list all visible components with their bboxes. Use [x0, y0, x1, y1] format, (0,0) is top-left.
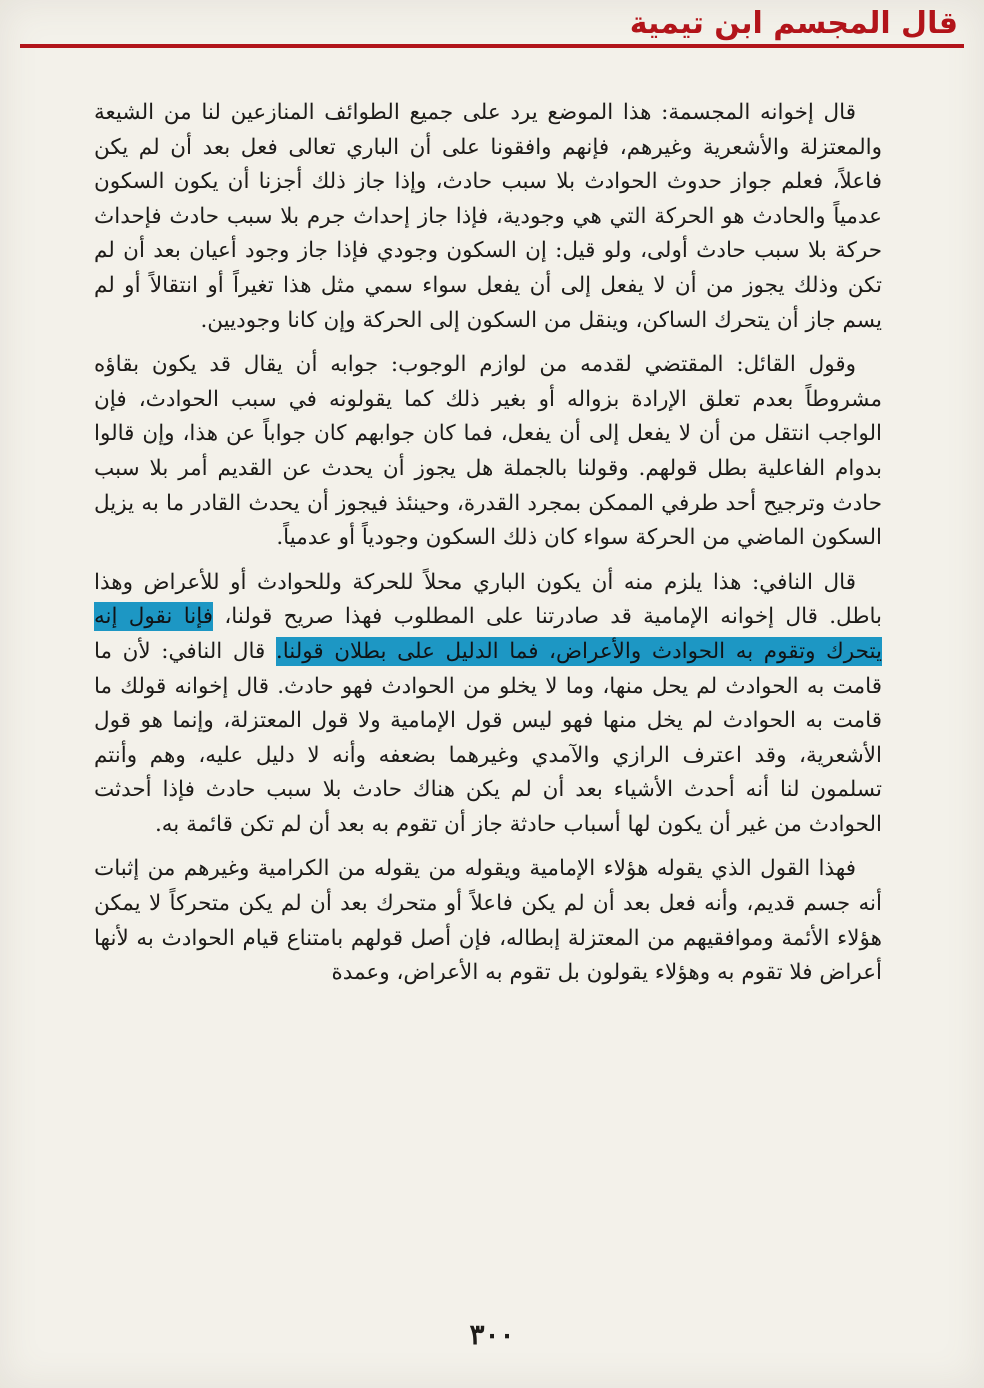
- body-text: [94, 96, 882, 1001]
- page-header-title: قال المجسم ابن تيمية: [629, 6, 958, 41]
- paragraph-3: [94, 566, 882, 843]
- highlighted-quote: فإنا نقول إنه يتحرك وتقوم به الحوادث والأعراض، فما الدليل على بطلان قولنا.: [94, 604, 882, 664]
- paragraph-3-after: قال النافي: لأن ما قامت به الحوادث لم يحل منها، وما لا يخلو من الحوادث فهو حادث. قال إخوانه قولك ما قامت به الحوادث لم يخل منها فهو ليس قول الإمامية ولا قول المعتزلة، وإنما هو قول الأشعرية، وقد اعترف الرازي والآمدي وغيرهما بضعفه وأنه لا دليل عليه، وهم وأنتم تسلمون لنا أنه أحدث الأشياء بعد أن لم يكن هناك حادث بلا سبب حادث فإذا أحدثت الحوادث من غير أن يكون لها أسباب حادثة جاز أن تقوم به بعد أن لم تكن قائمة به.: [94, 638, 882, 837]
- paragraph-1: قال إخوانه المجسمة: هذا الموضع يرد على جميع الطوائف المنازعين لنا من الشيعة والمعتزلة والأشعرية وغيرهم، فإنهم وافقونا على أن الباري تعالى فعل بعد أن لم يكن فاعلاً، فعلم جواز حدوث الحوادث بلا سبب حادث، وإذا جاز ذلك أجزنا أن يكون السكون عدمياً والحادث هو الحركة التي هي وجودية، فإذا جاز إحداث جرم بلا سبب حادث فإحداث حركة بلا سبب حادث أولى، ولو قيل: إن السكون وجودي فإذا جاز وجود أعيان بعد أن لم تكن وذلك يجوز من أن لا يفعل إلى أن يفعل سواء سمي مثل هذا تغيراً أو انتقالاً أو لم يسم جاز أن يتحرك الساكن، وينقل من السكون إلى الحركة وإن كانا وجوديين.: [94, 100, 882, 333]
- paragraph-3-before: قال النافي: هذا يلزم منه أن يكون الباري محلاً للحركة وللحوادث أو للأعراض وهذا باطل. قال إخوانه الإمامية قد صادرتنا على المطلوب فهذا صريح قولنا،: [94, 569, 882, 630]
- page-number: ٣٠٠: [469, 1318, 515, 1351]
- paragraph-4: فهذا القول الذي يقوله هؤلاء الإمامية ويقوله من يقوله من الكرامية وغيرهم من إثبات أنه جسم قديم، وأنه فعل بعد أن لم يكن فاعلاً أو متحرك بعد أن لم يكن متحركاً لا يمكن هؤلاء الأئمة وموافقيهم من المعتزلة إبطاله، فإن أصل قولهم بامتناع قيام الحوادث به لأنها أعراض فلا تقوم به وهؤلاء يقولون بل تقوم به الأعراض، وعمدة: [94, 856, 882, 986]
- paragraph-2: وقول القائل: المقتضي لقدمه من لوازم الوجوب: جوابه أن يقال قد يكون بقاؤه مشروطاً بعدم تعلق الإرادة بزواله أو بغير ذلك كما يقولونه في سبب الحوادث، فإن الواجب انتقل من أن لا يفعل إلى أن يفعل، فما كان جوابهم كان جواباً عن هذا، وإن قالوا بدوام الفاعلية بطل قولهم. وقولنا بالجملة هل يجوز أن يحدث عن القديم أمر بلا سبب حادث وترجيح أحد طرفي الممكن بمجرد القدرة، وحينئذ فيجوز أن يحدث القادر ما به يزيل السكون الماضي من الحركة سواء كان ذلك السكون وجودياً أو عدمياً.: [94, 352, 882, 551]
- header-divider: [20, 44, 964, 48]
